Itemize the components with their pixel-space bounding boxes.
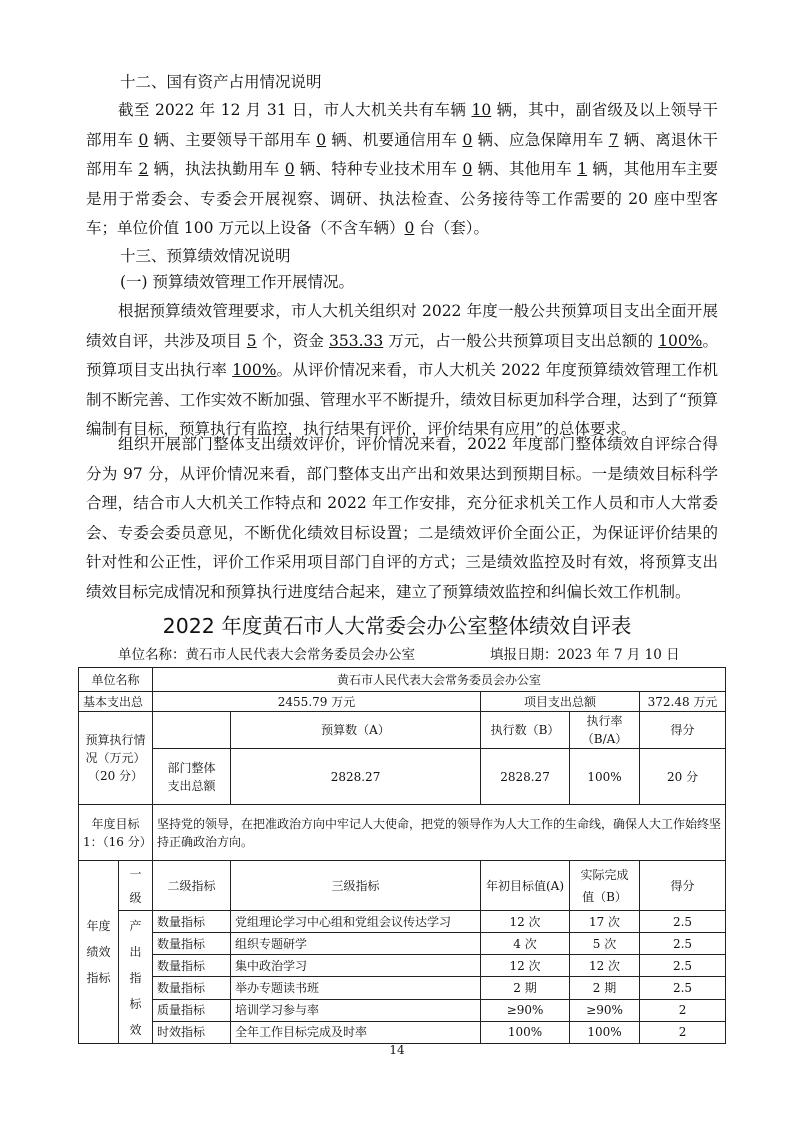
score-cell: 2.5 [640,955,726,977]
annual-goal-text: 坚持党的领导，在把准政治方向中牢记人大使命，把党的领导作为人大工作的生命线，确保人大工作始终坚持正确政治方向。 [153,805,726,861]
unit-name-value: 黄石市人民代表大会常务委员会办公室 [153,668,726,692]
budget-execution-label: 预算执行情 况（万元） （20 分） [79,712,153,805]
table-row [79,933,726,955]
rate-value: 100% [570,749,640,805]
level3-header: 三级指标 [231,861,481,911]
level3-cell: 党组理论学习中心组和党组会议传达学习 [231,911,481,933]
level2-cell: 时效指标 [153,1021,231,1043]
table-title: 2022 年度黄石市人大常委会办公室整体绩效自评表 [162,614,632,638]
level2-cell: 数量指标 [153,955,231,977]
score-cell: 2.5 [640,933,726,955]
actual-cell: 5 次 [570,933,640,955]
indicator-score-header: 得分 [640,861,726,911]
target-cell: 4 次 [481,933,570,955]
score-cell: 2.5 [640,977,726,999]
unit-name-line: 单位名称：黄石市人民代表大会常务委员会办公室 [118,647,415,663]
level3-cell: 集中政治学习 [231,955,481,977]
output-indicator-label: 产 出 指 标 效 [119,911,153,1044]
table-row [79,999,726,1021]
table-row [79,749,726,805]
project-expenditure-value: 372.48 万元 [640,692,726,712]
page-number: 14 [389,1043,405,1057]
target-cell: 12 次 [481,955,570,977]
level3-cell: 组织专题研学 [231,933,481,955]
actual-cell: 2 期 [570,977,640,999]
level2-cell: 数量指标 [153,933,231,955]
score-cell: 2 [640,1021,726,1043]
level3-cell: 全年工作目标完成及时率 [231,1021,481,1043]
budget-header: 预算数（A） [231,712,481,749]
table-row [79,712,726,749]
fill-date-line: 填报日期：2023 年 7 月 10 日 [490,647,680,663]
section-12-paragraph: 截至 2022 年 12 月 31 日，市人大机关共有车辆 10 辆，其中，副省级及以上领导干部用车 0 辆、主要领导干部用车 0 辆、机要通信用车 0 辆、应急保障用车 7 辆、离退休干部用车 2 辆，执法执勤用车 0 辆、特种专业技术用车 0 辆、其他用车 1 辆，其他用车主要是用于常委会、专委会开展视察、调研、执法检查、公务接待等工作需要的 20 座中型客车；单位价值 100 万元以上设备（不含车辆）0 台（套）。 [86,101,718,237]
actual-cell: 17 次 [570,911,640,933]
actual-cell: 12 次 [570,955,640,977]
level2-cell: 数量指标 [153,977,231,999]
table-row [79,805,726,861]
empty-cell [153,712,231,749]
target-cell: ≥90% [481,999,570,1021]
subsection-1-heading: (一) 预算绩效管理工作开展情况。 [120,273,355,291]
target-cell: 2 期 [481,977,570,999]
level3-cell: 培训学习参与率 [231,999,481,1021]
budget-value: 2828.27 [231,749,481,805]
project-expenditure-label: 项目支出总额 [481,692,640,712]
performance-evaluation-table [78,667,726,1044]
table-row [79,911,726,933]
actual-cell: 100% [570,1021,640,1043]
target-cell: 100% [481,1021,570,1043]
target-header: 年初目标值(A) [481,861,570,911]
executed-value: 2828.27 [481,749,570,805]
score-cell: 2 [640,999,726,1021]
table-row [79,1021,726,1043]
level1-header: 一 级 [119,861,153,911]
table-row [79,692,726,712]
actual-cell: ≥90% [570,999,640,1021]
section-13-paragraph-1: 根据预算绩效管理要求，市人大机关组织对 2022 年度一般公共预算项目支出全面开展绩效自评，共涉及项目 5 个，资金 353.33 万元，占一般公共预算项目支出总额的 100%。预算项目支出执行率 100%。从评价情况来看，市人大机关 2022 年度预算绩效管理工作机制不断完善、工作实效不断加强、管理水平不断提升，绩效目标更加科学合理，达到了“预算编制有目标，预算执行有监控，执行结果有评价，评价结果有应用”的总体要求。 [86,302,718,438]
table-row [79,977,726,999]
table-row [79,955,726,977]
executed-header: 执行数（B） [481,712,570,749]
score-header: 得分 [640,712,726,749]
level2-cell: 数量指标 [153,911,231,933]
section-12-heading: 十二、国有资产占用情况说明 [120,73,322,91]
basic-expenditure-label: 基本支出总 [79,692,153,712]
rate-header: 执行率（B/A） [570,712,640,749]
score-value: 20 分 [640,749,726,805]
score-cell: 2.5 [640,911,726,933]
annual-goal-label: 年度目标 1：（16 分） [79,805,153,861]
level2-header: 二级指标 [153,861,231,911]
basic-expenditure-value: 2455.79 万元 [153,692,481,712]
actual-header: 实际完成 值（B） [570,861,640,911]
table-row [79,861,726,911]
section-13-paragraph-2: 组织开展部门整体支出绩效评价，评价情况来看，2022 年度部门整体绩效自评综合得分为 97 分，从评价情况来看，部门整体支出产出和效果达到预期目标。一是绩效目标科学合理，结合市人大机关工作特点和 2022 年工作安排，充分征求机关工作人员和市人大常委会、专委会委员意见，不断优化绩效目标设置；二是绩效评价全面公正，为保证评价结果的针对性和公正性，评价工作采用项目部门自评的方式；三是绩效监控及时有效，将预算支出绩效目标完成情况和预算执行进度结合起来，建立了预算绩效监控和纠偏长效工作机制。 [86,435,718,601]
dept-total-label: 部门整体 支出总额 [153,749,231,805]
unit-name-label: 单位名称 [79,668,153,692]
annual-indicator-label: 年度 绩效 指标 [79,861,119,1044]
level2-cell: 质量指标 [153,999,231,1021]
target-cell: 12 次 [481,911,570,933]
section-13-heading: 十三、预算绩效情况说明 [120,247,291,265]
level3-cell: 举办专题读书班 [231,977,481,999]
table-row [79,668,726,692]
